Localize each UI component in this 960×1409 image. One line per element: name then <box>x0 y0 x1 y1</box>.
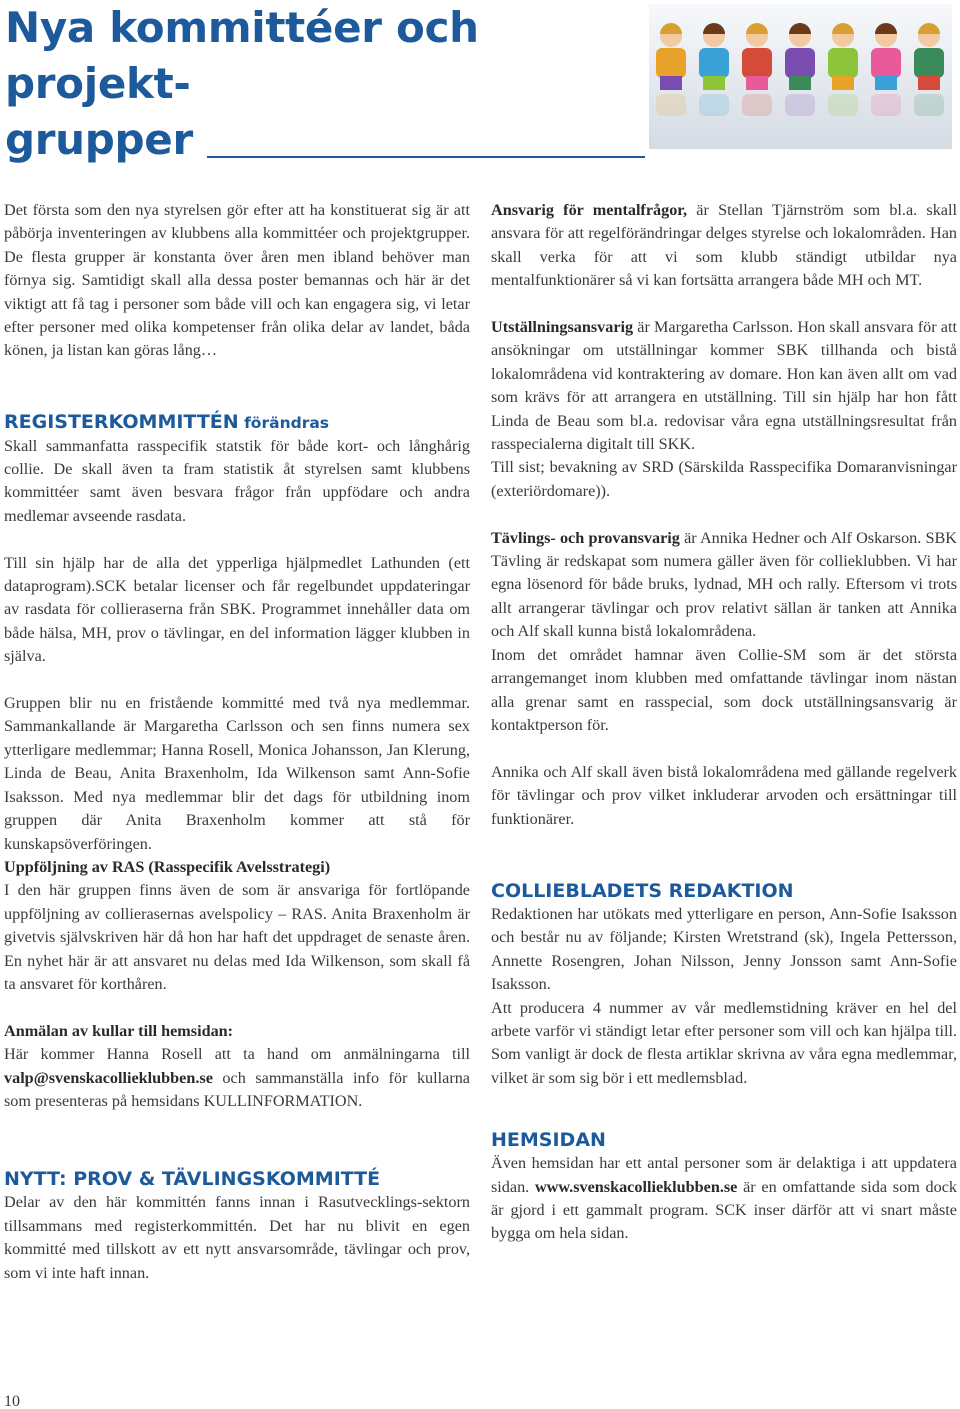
ras-heading: Uppföljning av RAS (Rasspecifik Avelsstrategi) <box>4 857 331 876</box>
valp-email-link[interactable]: valp@svenskacollieklubben.se <box>4 1068 213 1087</box>
regelverk-paragraph: Annika och Alf skall även bistå lokalområdena med gällande regelverk för tävlingar och prov vilket inkluderar arvoden och ersättningar till funktionärer. <box>491 762 957 828</box>
website-link[interactable]: www.svenskacollieklubben.se <box>534 1177 738 1196</box>
page-number: 10 <box>4 1393 20 1409</box>
nytt-prov-tavlingskommitte-heading: NYTT: PROV & TÄVLINGSKOMMITTÉ <box>4 1168 381 1191</box>
registerkommitten-heading: REGISTERKOMMITTÉN förändras <box>4 410 330 433</box>
figure <box>914 23 944 116</box>
registerkommitten-paragraph-3: Gruppen blir nu en fristående kommitté med två nya medlemmar. Sammankallande är Margaretha Carlsson och sen finns numera sex ytterligare medlemmar; Hanna Rosell, Monica Johansson, Jan Klerung, Linda de Beau, Anita Braxenholm, Ida Wilkenson samt Ann-Sofie Isaksson. Med nya medlemmar blir det dags för utbildning inom gruppen där Anita Braxenholm kommer att stå för kunskapsöverföringen. <box>4 694 470 853</box>
figure <box>742 23 772 116</box>
intro-paragraph: Det första som den nya styrelsen gör efter att ha konstituerat sig är att påbörja inventeringen av klubbens alla kommittéer och projektgrupper. De flesta grupper är konstanta över åren men ibland behöver man förnya sig. Samtidigt skall alla dessa poster bemannas och här är det viktigt att få tag i personer som både vill och kan engagera sig, vi letar efter personer med olika kompetenser från olika delar av landet, båda könen, ja listan kan göras lång… <box>4 201 471 360</box>
hemsidan-heading: HEMSIDAN <box>491 1129 606 1152</box>
utstallning-paragraph: Utställningsansvarig är Margaretha Carlsson. Hon skall ansvara för att ansökningar om utställningar kommer SBK tillhanda och bistå lokalområdena vid kontraktering av domare. Hon kan även allt om vad som krävs för att arrangera en utställning. Till sin hjälp har hon fått Linda de Beau som bl.a. redovisar våra egna utställningsresultat från rasspecialerna digitalt till SKK. <box>491 318 957 454</box>
nytt-paragraph: Delar av den här kommittén fanns innan i Rasutvecklings-sektorn tillsammans med registerkommittén. Det har nu blivit en egen kommitté med tillskott av ett nytt ansvarsområde, tävlingar och prov, som vi inte haft innan. <box>4 1193 470 1282</box>
figure <box>699 23 729 116</box>
kullar-paragraph: Här kommer Hanna Rosell att ta hand om anmälningarna till valp@svenskacollieklubben.se och sammanställa info för kullarna som presenteras på hemsidans KULLINFORMATION. <box>4 1045 470 1110</box>
title-rule <box>207 156 645 158</box>
group-of-figures-illustration <box>649 4 952 149</box>
hemsidan-paragraph: Även hemsidan har ett antal personer som är delaktiga i att uppdatera sidan. www.svenskacollieklubben.se är en omfattande sida som dock är gjord i ett gammalt program. SCK inser därför att vi snart måste bygga om hela sidan. <box>491 1154 957 1243</box>
redaktion-paragraph-1: Redaktionen har utökats med ytterligare en person, Ann-Sofie Isaksson och består nu av följande; Kirsten Wretstrand (sk), Ingela Pettersson, Annette Rosengren, Johan Nilsson, Jenny Jonsson samt Ann-Sofie Isaksson. <box>491 904 957 994</box>
page-title-line-2: grupper <box>5 115 193 164</box>
tavling-paragraph: Tävlings- och provansvarig är Annika Hedner och Alf Oskarson. SBK Tävling är redskapat som numera gäller även för collieklubben. Vi har egna lösenord för både bruks, lydnad, MH och rally. Eftersom vi trots allt arrangerar tävlingar och prov relativt sällan är tanken att Annika och Alf skall kunna bistå lokalområdena. <box>491 528 957 641</box>
redaktion-paragraph-2: Att producera 4 nummer av vår medlemstidning kräver en hel del arbete varför vi ständigt letar efter personer som vill och kan hjälpa till. Som vanligt är dock de flesta artiklar skrivna av våra egna medlemmar, vilket är som sig bör i ett medlemsblad. <box>491 998 957 1087</box>
hero-image <box>649 4 952 149</box>
figure <box>871 23 901 116</box>
collieblad-redaktion-heading: COLLIEBLADETS REDAKTION <box>491 879 794 902</box>
right-column <box>491 199 957 1246</box>
srd-paragraph: Till sist; bevakning av SRD (Särskilda Rasspecifika Domaranvisningar (exteriördomare)). <box>491 458 957 500</box>
figure <box>828 23 858 116</box>
figure <box>656 23 686 116</box>
registerkommitten-paragraph-1: Skall sammanfatta rasspecifik statstik för både kort- och långhårig collie. De skall även ta fram statistik åt styrelsen samt klubbens kommittéer samt även besvara frågor från uppfödare och andra medlemar avseende rasdata. <box>4 436 470 525</box>
ras-paragraph: I den här gruppen finns även de som är ansvariga för fortlöpande uppföljning av collierasernas avelspolicy – RAS. Anita Braxenholm är givetvis självskriven här då hon har haft det uppdraget de senaste åren. En nyhet här är att ansvaret nu delas med Ida Wilkenson, som skall få ta ansvaret för korthåren. <box>4 881 470 993</box>
page-title <box>5 0 645 168</box>
kullar-heading: Anmälan av kullar till hemsidan: <box>4 1021 234 1040</box>
collie-sm-paragraph: Inom det området hamnar även Collie-SM som är det största arrangemanget inom klubben med omfattande tävlingar inom nästan alla grenar samt en rasspecial, som dock utställningsansvarig är kontaktperson för. <box>491 645 957 734</box>
registerkommitten-paragraph-2: Till sin hjälp har de alla det ypperliga hjälpmedlet Lathunden (ett dataprogram).SCK betalar licenser och får regelbundet uppdateringar av rasdata för collieraserna från SBK. Programmet innehåller data om både hälsa, MH, prov o tävlingar, en del information lägger klubben in själva. <box>4 553 470 666</box>
page-title-line-1: Nya kommittéer och projekt- <box>5 3 479 108</box>
figure <box>785 23 815 116</box>
mental-paragraph: Ansvarig för mentalfrågor, är Stellan Tjärnström som bl.a. skall ansvara för att regelförändringar delges styrelse och lokalområden. Han skall verka för att vi som klubb ständigt utbildar nya mentalfunktionärer så vi kan fortsätta arrangera både MH och MT. <box>491 201 957 290</box>
left-column <box>4 199 470 1285</box>
